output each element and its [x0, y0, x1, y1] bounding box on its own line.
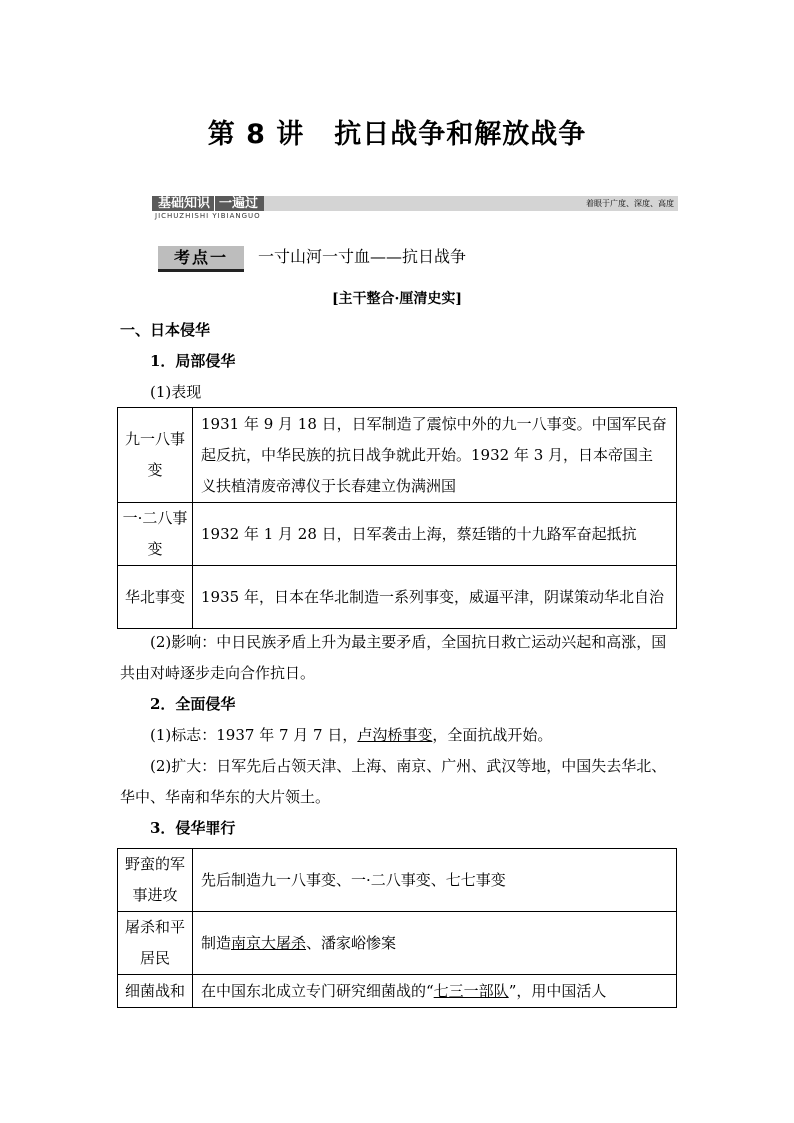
banner-tag-sub: 一遍过 — [214, 196, 258, 211]
label-manifestation: (1)表现 — [150, 383, 202, 401]
impact-paragraph: (2)影响：中日民族矛盾上升为最主要矛盾，全国抗日救亡运动兴起和高涨，国共由对峙逐步走向合作抗日。 — [120, 633, 667, 682]
full-invasion-expand: (2)扩大：日军先后占领天津、上海、南京、广州、武汉等地，中国失去华北、华中、华南和华东的大片领土。 — [120, 757, 667, 806]
heading-japan-invasion: 一、日本侵华 — [120, 321, 211, 339]
heading-crimes: 3．侵华罪行 — [150, 819, 236, 837]
value-text: 在中国东北成立专门研究细菌战的“ — [201, 981, 434, 1000]
table-key: 细菌战和 — [118, 975, 193, 1008]
kaodian-topic: 一寸山河一寸血——抗日战争 — [258, 247, 467, 266]
row-key-text: 九一八事变 — [124, 430, 185, 479]
table-value: 1931 年 9 月 18 日，日军制造了震惊中外的九一八事变。中国军民奋起反抗，中华民族的抗日战争就此开始。1932 年 3 月，日本帝国主义扶植清废帝溥仪于长春建立伪满洲国 — [193, 408, 677, 503]
mark-text: (1)标志：1937 年 7 月 7 日， — [150, 726, 358, 744]
value-text: 制造 — [201, 933, 232, 952]
table-value — [193, 912, 677, 975]
table-row — [118, 975, 677, 1008]
table-row — [118, 503, 677, 566]
heading-full-invasion: 2．全面侵华 — [150, 695, 236, 713]
table-value: 1935 年，日本在华北制造一系列事变，威逼平津，阴谋策动华北自治 — [193, 566, 677, 629]
table-key — [118, 566, 193, 629]
table-key — [118, 408, 193, 503]
value-text-end: 、潘家峪惨案 — [306, 933, 397, 952]
section-tag: [主干整合·厘清史实] — [331, 291, 463, 307]
kaodian-label: 考点一 — [158, 246, 244, 269]
table-row — [118, 912, 677, 975]
lecture-title: 抗日战争和解放战争 — [334, 119, 587, 150]
heading-partial-invasion: 1．局部侵华 — [150, 352, 236, 370]
banner-tag — [152, 196, 264, 211]
lecture-number: 第 8 讲 — [207, 119, 305, 150]
table-key: 屠杀和平居民 — [118, 912, 193, 975]
mark-text-end: ，全面抗战开始。 — [432, 726, 553, 744]
table-key — [118, 503, 193, 566]
page-title — [0, 112, 794, 151]
value-text-end: ”，用中国活人 — [508, 981, 607, 1000]
value-underlined: 南京大屠杀 — [231, 933, 307, 952]
table-value: 1932 年 1 月 28 日，日军袭击上海，蔡廷锴的十九路军奋起抵抗 — [193, 503, 677, 566]
table-row — [118, 408, 677, 503]
table-partial-invasion — [117, 407, 677, 629]
banner-slogan: 着眼于广度、深度、高度 — [586, 199, 674, 208]
banner-tag-label: 基础知识 — [158, 196, 211, 211]
full-invasion-mark — [120, 720, 680, 751]
row-key-text: 华北事变 — [124, 587, 185, 606]
table-value — [193, 975, 677, 1008]
row-key-text: 一·二八事变 — [122, 509, 188, 558]
banner-pinyin: JICHUZHISHI YIBIANGUO — [155, 212, 261, 220]
table-row — [118, 566, 677, 629]
table-key: 野蛮的军事进攻 — [118, 849, 193, 912]
table-crimes — [117, 848, 677, 1008]
section-banner — [152, 196, 678, 211]
value-underlined: 七三一部队 — [433, 981, 509, 1000]
table-row — [118, 849, 677, 912]
table-value: 先后制造九一八事变、一·二八事变、七七事变 — [193, 849, 677, 912]
mark-underlined: 卢沟桥事变 — [357, 726, 433, 744]
